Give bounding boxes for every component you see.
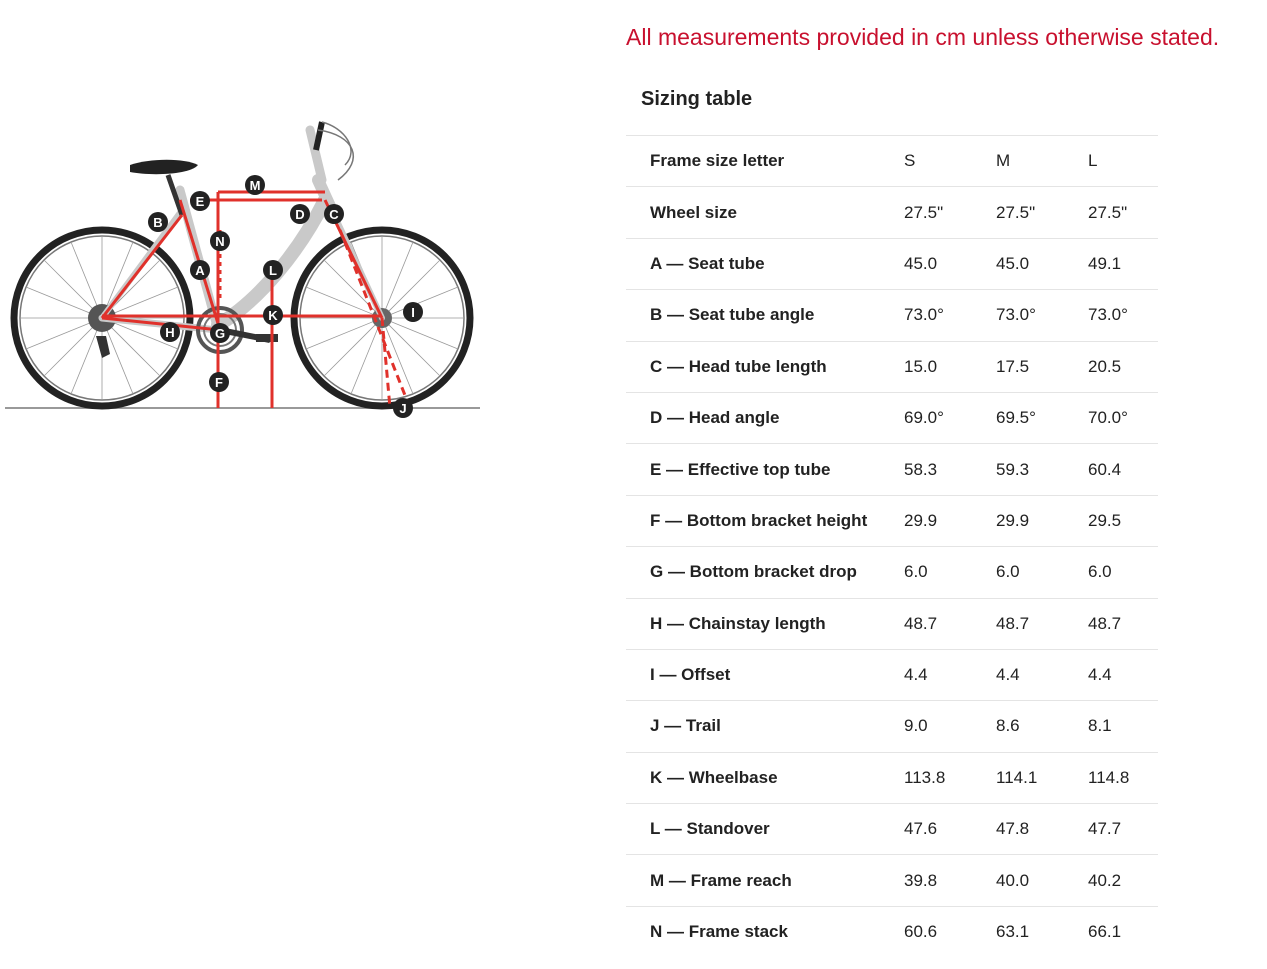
cell-m: 45.0: [996, 253, 1030, 273]
cell-m: 73.0°: [996, 305, 1036, 325]
svg-text:F: F: [215, 375, 223, 390]
table-row: [626, 392, 1158, 443]
cell-l: 48.7: [1088, 613, 1122, 633]
cell-m: 6.0: [996, 562, 1020, 582]
svg-text:C: C: [329, 207, 339, 222]
marker-j: [393, 398, 413, 418]
svg-text:N: N: [215, 234, 225, 249]
cell-m: 48.7: [996, 613, 1030, 633]
cell-s: 39.8: [904, 870, 938, 890]
cell-s: 60.6: [904, 922, 938, 942]
row-label: C — Head tube length: [650, 356, 827, 376]
cell-m: 114.1: [996, 767, 1038, 787]
cell-s: 29.9: [904, 510, 938, 530]
cell-l: 8.1: [1088, 716, 1112, 736]
cell-s: 69.0°: [904, 408, 944, 428]
cell-l: 40.2: [1088, 870, 1122, 890]
table-row: [626, 444, 1158, 495]
svg-text:G: G: [214, 326, 226, 341]
cell-s: 73.0°: [904, 305, 944, 325]
table-row: [626, 187, 1158, 238]
cell-m: 40.0: [996, 870, 1030, 890]
cell-m: 17.5: [996, 356, 1030, 376]
header-cell: M: [996, 151, 1011, 171]
measurement-notice: All measurements provided in cm unless otherwise stated.: [626, 24, 1220, 50]
svg-text:E: E: [195, 194, 205, 209]
row-label: F — Bottom bracket height: [650, 510, 868, 530]
marker-g: [210, 323, 230, 343]
table-row: [626, 701, 1158, 752]
cell-s: 58.3: [904, 459, 938, 479]
cell-s: 113.8: [904, 767, 946, 787]
cell-l: 73.0°: [1088, 305, 1128, 325]
cell-m: 8.6: [996, 716, 1020, 736]
marker-e: [190, 191, 210, 211]
table-row: [626, 598, 1158, 649]
svg-text:I: I: [411, 305, 415, 320]
table-row: [626, 804, 1158, 855]
table-row: [626, 855, 1158, 906]
cell-s: 6.0: [904, 562, 928, 582]
svg-text:K: K: [268, 308, 278, 323]
table-row: [626, 752, 1158, 803]
row-label: J — Trail: [650, 716, 721, 736]
marker-c: [324, 204, 344, 224]
marker-f: [209, 372, 229, 392]
row-label: L — Standover: [650, 819, 770, 839]
cell-l: 20.5: [1088, 356, 1122, 376]
row-label: I — Offset: [650, 665, 731, 685]
cell-m: 69.5°: [996, 408, 1036, 428]
table-row: [626, 238, 1158, 289]
header-cell: S: [904, 151, 916, 171]
cell-s: 9.0: [904, 716, 928, 736]
marker-a: [190, 260, 210, 280]
row-label: G — Bottom bracket drop: [650, 562, 857, 582]
table-row: [626, 290, 1158, 341]
cell-l: 60.4: [1088, 459, 1122, 479]
cell-l: 27.5": [1088, 202, 1128, 222]
row-label: K — Wheelbase: [650, 767, 778, 787]
cell-m: 63.1: [996, 922, 1030, 942]
cell-l: 70.0°: [1088, 408, 1128, 428]
cell-l: 4.4: [1088, 665, 1112, 685]
cell-s: 48.7: [904, 613, 938, 633]
row-label: N — Frame stack: [650, 922, 788, 942]
table-row: [626, 906, 1158, 957]
table-row: [626, 341, 1158, 392]
cell-s: 4.4: [904, 665, 928, 685]
bike-geometry-diagram: [0, 100, 490, 430]
cell-m: 4.4: [996, 665, 1020, 685]
cell-m: 29.9: [996, 510, 1030, 530]
row-label: E — Effective top tube: [650, 459, 831, 479]
table-title: Sizing table: [641, 88, 753, 110]
cell-s: 45.0: [904, 253, 938, 273]
table-row: [626, 547, 1158, 598]
svg-text:J: J: [399, 401, 407, 416]
cell-s: 27.5": [904, 202, 944, 222]
sizing-table: [626, 135, 1158, 958]
marker-n: [210, 231, 230, 251]
cell-m: 27.5": [996, 202, 1036, 222]
cell-s: 15.0: [904, 356, 938, 376]
marker-l: [263, 260, 283, 280]
cell-s: 47.6: [904, 819, 938, 839]
cell-l: 49.1: [1088, 253, 1122, 273]
table-row: [626, 495, 1158, 546]
table-header-row: [626, 136, 1158, 187]
table-row: [626, 649, 1158, 700]
cell-l: 29.5: [1088, 510, 1122, 530]
marker-h: [160, 322, 180, 342]
svg-text:L: L: [269, 263, 277, 278]
row-label: Wheel size: [650, 202, 737, 222]
row-label: B — Seat tube angle: [650, 305, 815, 325]
header-cell: L: [1088, 151, 1098, 171]
marker-b: [148, 212, 168, 232]
cell-l: 47.7: [1088, 819, 1122, 839]
svg-text:M: M: [249, 178, 261, 193]
marker-d: [290, 204, 310, 224]
row-label: H — Chainstay length: [650, 613, 826, 633]
marker-i: [403, 302, 423, 322]
cell-l: 114.8: [1088, 767, 1130, 787]
cell-m: 47.8: [996, 819, 1030, 839]
svg-text:B: B: [153, 215, 163, 230]
row-label: M — Frame reach: [650, 870, 792, 890]
cell-l: 66.1: [1088, 922, 1122, 942]
svg-text:H: H: [165, 325, 175, 340]
marker-k: [263, 305, 283, 325]
svg-text:A: A: [195, 263, 205, 278]
cell-l: 6.0: [1088, 562, 1112, 582]
header-cell: Frame size letter: [650, 151, 785, 171]
row-label: A — Seat tube: [650, 253, 765, 273]
cell-m: 59.3: [996, 459, 1030, 479]
svg-text:D: D: [295, 207, 305, 222]
row-label: D — Head angle: [650, 408, 780, 428]
marker-m: [245, 175, 265, 195]
